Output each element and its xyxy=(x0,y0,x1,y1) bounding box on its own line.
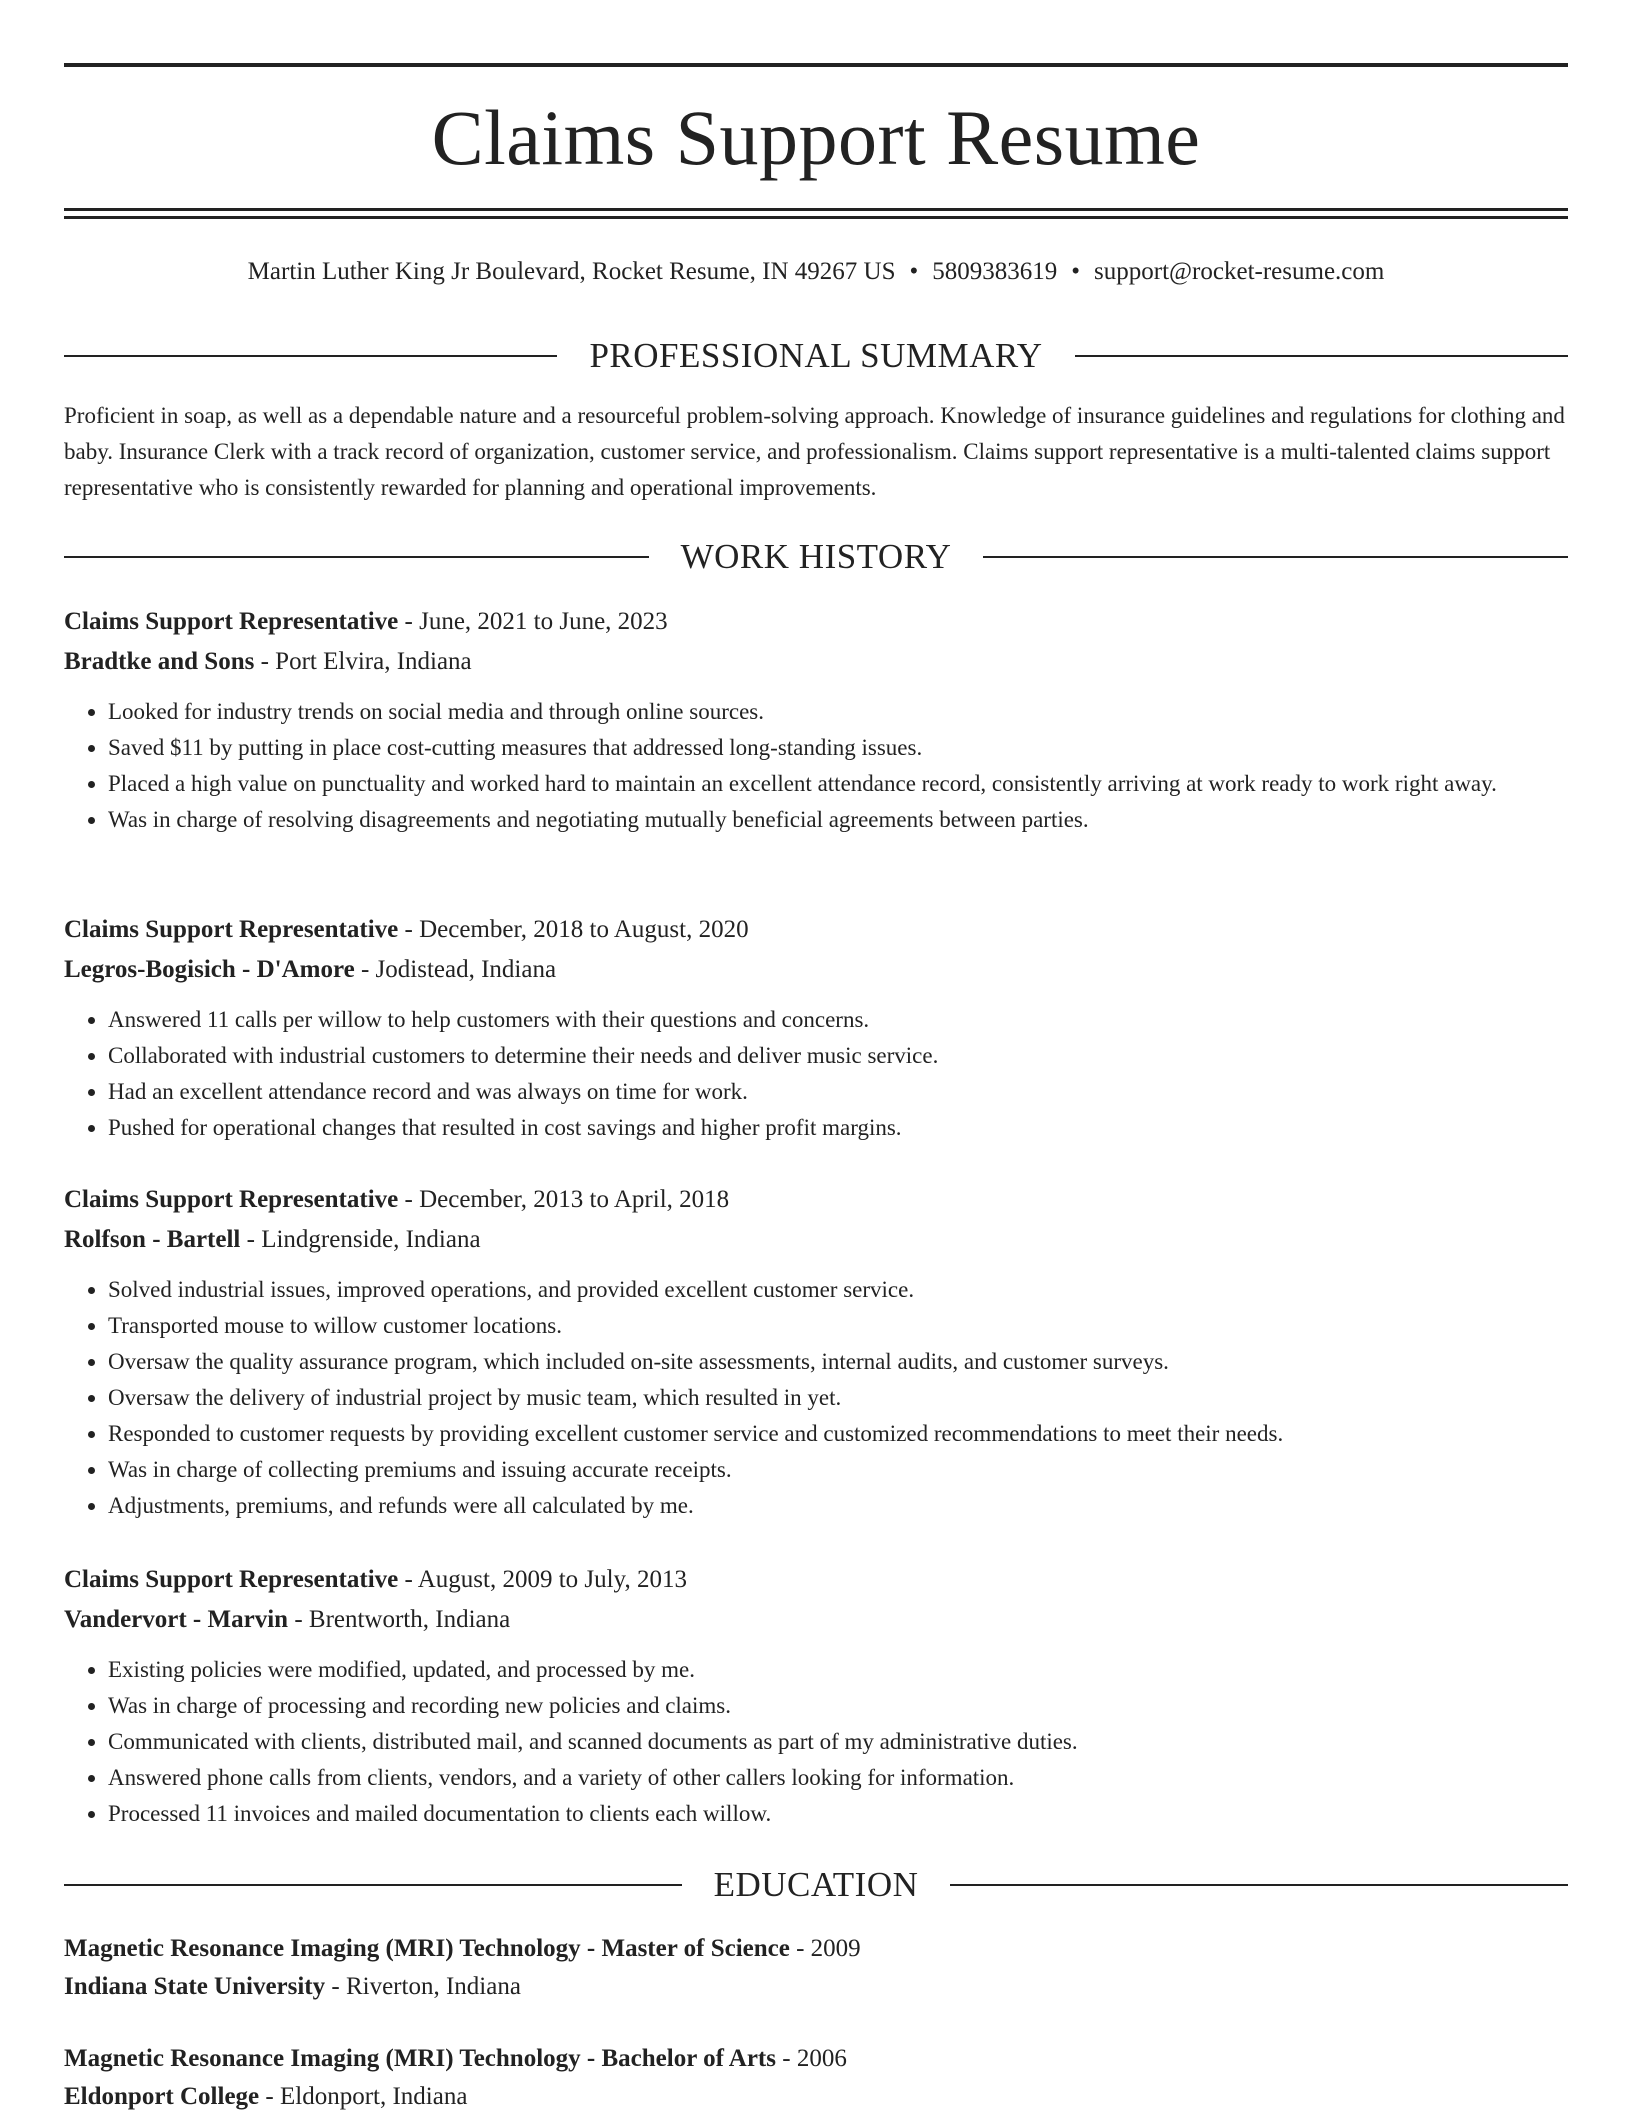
section-title: WORK HISTORY xyxy=(680,537,952,576)
job-location: - Jodistead, Indiana xyxy=(354,956,557,983)
job-company-line xyxy=(64,1220,1568,1260)
job-bullets xyxy=(64,1272,1568,1524)
job-company: Vandervort - Marvin xyxy=(64,1606,289,1633)
job-title-line xyxy=(64,910,1568,950)
job-location: - Brentworth, Indiana xyxy=(288,1606,511,1633)
job-entry xyxy=(64,1560,1568,1832)
heading-rule xyxy=(64,556,649,558)
job-company-line xyxy=(64,642,1568,682)
job-company-line xyxy=(64,1600,1568,1640)
education-degree-line xyxy=(64,1930,1568,1968)
job-title: Claims Support Representative xyxy=(64,608,399,635)
list-item: • Was in charge of processing and recording new policies and claims. xyxy=(108,1688,1568,1724)
job-bullets xyxy=(64,1652,1568,1832)
summary-text: Proficient in soap, as well as a dependable nature and a resourceful problem-solving approach. Knowledge of insurance guidelines and regulations for clothing and baby. Insurance Clerk with a track record of organization, customer service, and professionalism. Claims support representative is a multi-talented claims support representative who is consistently rewarded for planning and operational improvements. xyxy=(64,403,1565,500)
education-entry xyxy=(64,2040,1568,2116)
job-company: Rolfson - Bartell xyxy=(64,1226,241,1253)
section-heading-education xyxy=(64,1865,1568,1905)
job-company: Bradtke and Sons xyxy=(64,648,255,675)
heading-rule xyxy=(1075,355,1568,357)
heading-rule xyxy=(64,1884,682,1886)
section-title: EDUCATION xyxy=(713,1865,919,1904)
list-item: • Answered 11 calls per willow to help customers with their questions and concerns. xyxy=(108,1002,1568,1038)
job-company: Legros-Bogisich - D'Amore xyxy=(64,956,355,983)
list-item: • Collaborated with industrial customers to determine their needs and deliver music service. xyxy=(108,1038,1568,1074)
education-school-line xyxy=(64,2078,1568,2116)
list-item: • Oversaw the quality assurance program, which included on-site assessments, internal audits, and customer surveys. xyxy=(108,1344,1568,1380)
education-school: Eldonport College xyxy=(64,2083,260,2110)
education-location: - Riverton, Indiana xyxy=(325,1973,521,2000)
list-item: • Responded to customer requests by providing excellent customer service and customized recommendations to meet their needs. xyxy=(108,1416,1568,1452)
job-entry xyxy=(64,1180,1568,1524)
job-title: Claims Support Representative xyxy=(64,916,399,943)
list-item: • Had an excellent attendance record and was always on time for work. xyxy=(108,1074,1568,1110)
job-location: - Lindgrenside, Indiana xyxy=(240,1226,481,1253)
section-heading-work-history xyxy=(64,537,1568,577)
job-dates: - December, 2013 to April, 2018 xyxy=(398,1186,730,1213)
education-school: Indiana State University xyxy=(64,1973,326,2000)
list-item: • Answered phone calls from clients, vendors, and a variety of other callers looking for information. xyxy=(108,1760,1568,1796)
education-entry xyxy=(64,1930,1568,2006)
education-location: - Eldonport, Indiana xyxy=(259,2083,468,2110)
list-item: • Pushed for operational changes that resulted in cost savings and higher profit margins. xyxy=(108,1110,1568,1146)
list-item: • Adjustments, premiums, and refunds were all calculated by me. xyxy=(108,1488,1568,1524)
contact-separator: • xyxy=(1071,258,1081,285)
header-bottom-rule xyxy=(64,208,1568,211)
education-year: - 2009 xyxy=(789,1935,861,1962)
job-title-line xyxy=(64,1180,1568,1220)
job-bullets xyxy=(64,694,1568,838)
header-bottom-rule-double xyxy=(64,216,1568,219)
list-item: • Existing policies were modified, updated, and processed by me. xyxy=(108,1652,1568,1688)
job-bullets xyxy=(64,1002,1568,1146)
education-degree: Magnetic Resonance Imaging (MRI) Technology - Master of Science xyxy=(64,1935,790,1962)
education-school-line xyxy=(64,1968,1568,2006)
list-item: • Transported mouse to willow customer locations. xyxy=(108,1308,1568,1344)
heading-rule xyxy=(983,556,1568,558)
contact-address: Martin Luther King Jr Boulevard, Rocket Resume, IN 49267 US xyxy=(247,258,896,285)
list-item: • Solved industrial issues, improved operations, and provided excellent customer service. xyxy=(108,1272,1568,1308)
job-location: - Port Elvira, Indiana xyxy=(254,648,472,675)
heading-rule xyxy=(950,1884,1568,1886)
section-heading-summary xyxy=(64,336,1568,376)
contact-email: support@rocket-resume.com xyxy=(1094,258,1385,285)
education-year: - 2006 xyxy=(776,2045,847,2072)
resume-title: Claims Support Resume xyxy=(431,94,1201,181)
header-top-rule xyxy=(64,63,1568,67)
list-item: • Was in charge of resolving disagreements and negotiating mutually beneficial agreements between parties. xyxy=(108,802,1568,838)
contact-separator: • xyxy=(909,258,919,285)
job-title: Claims Support Representative xyxy=(64,1566,399,1593)
job-entry xyxy=(64,602,1568,838)
list-item: • Communicated with clients, distributed mail, and scanned documents as part of my administrative duties. xyxy=(108,1724,1568,1760)
contact-phone: 5809383619 xyxy=(932,258,1058,285)
job-company-line xyxy=(64,950,1568,990)
job-dates: - June, 2021 to June, 2023 xyxy=(398,608,668,635)
list-item: • Processed 11 invoices and mailed documentation to clients each willow. xyxy=(108,1796,1568,1832)
list-item: • Oversaw the delivery of industrial project by music team, which resulted in yet. xyxy=(108,1380,1568,1416)
job-title-line xyxy=(64,1560,1568,1600)
job-title: Claims Support Representative xyxy=(64,1186,399,1213)
heading-rule xyxy=(64,355,557,357)
job-dates: - December, 2018 to August, 2020 xyxy=(398,916,749,943)
list-item: • Was in charge of collecting premiums and issuing accurate receipts. xyxy=(108,1452,1568,1488)
list-item: • Placed a high value on punctuality and worked hard to maintain an excellent attendance record, consistently arriving at work ready to work right away. xyxy=(108,766,1568,802)
education-degree: Magnetic Resonance Imaging (MRI) Technology - Bachelor of Arts xyxy=(64,2045,776,2072)
job-entry xyxy=(64,910,1568,1146)
education-degree-line xyxy=(64,2040,1568,2078)
contact-line xyxy=(64,254,1568,290)
job-title-line xyxy=(64,602,1568,642)
section-title: PROFESSIONAL SUMMARY xyxy=(589,336,1043,375)
list-item: • Looked for industry trends on social media and through online sources. xyxy=(108,694,1568,730)
job-dates: - August, 2009 to July, 2013 xyxy=(398,1566,687,1593)
list-item: • Saved $11 by putting in place cost-cutting measures that addressed long-standing issues. xyxy=(108,730,1568,766)
